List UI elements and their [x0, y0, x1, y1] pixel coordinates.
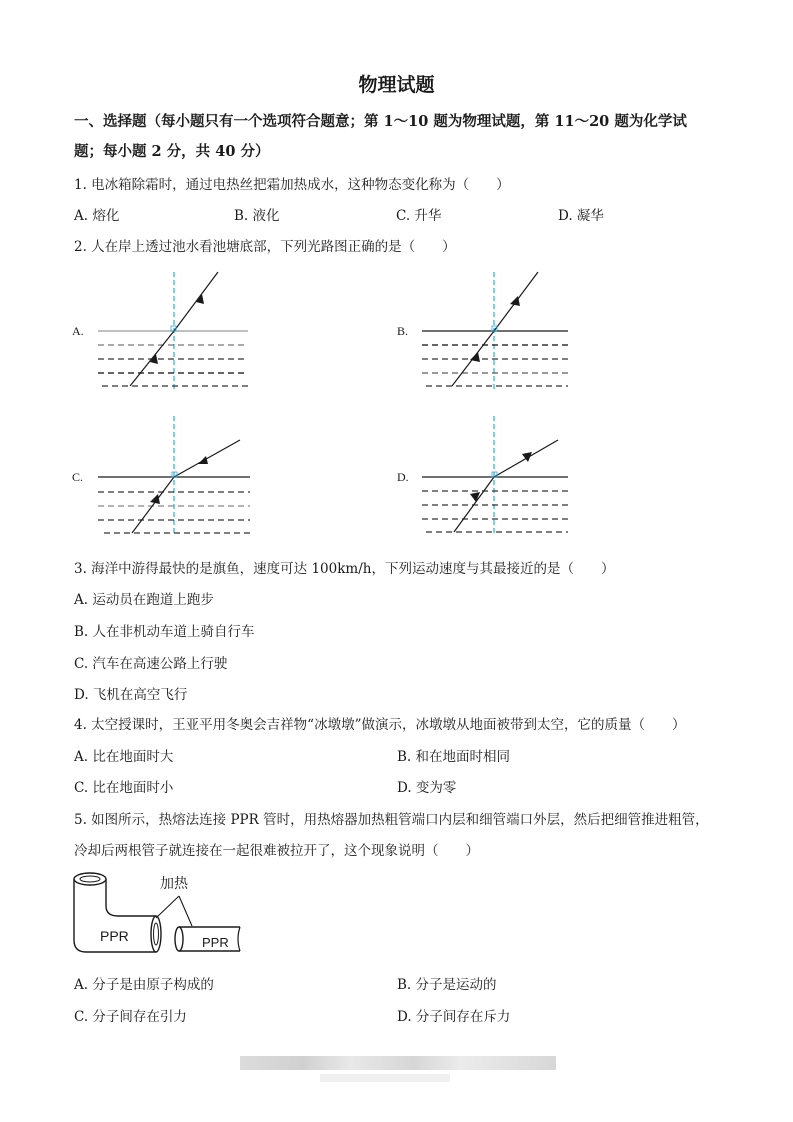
pipe2-opening	[175, 927, 183, 951]
diagram-a-label: A.	[72, 324, 84, 338]
diagram-b	[412, 268, 582, 393]
diagram-c	[90, 414, 260, 539]
pipe1-side-opening	[151, 916, 161, 952]
q3-option-b: B. 人在非机动车道上骑自行车	[74, 624, 255, 640]
q3-option-a: A. 运动员在跑道上跑步	[74, 592, 214, 608]
diagram-d	[412, 414, 582, 539]
diagram-b-label: B.	[397, 324, 409, 338]
pipe1-top-opening	[74, 873, 106, 885]
question-1-stem: 1. 电冰箱除霜时，通过电热丝把霜加热成水，这种物态变化称为（ ）	[74, 177, 510, 193]
diagram-a	[90, 268, 260, 393]
blurred-footer-watermark	[240, 1056, 556, 1070]
diagram-d-label: D.	[397, 470, 409, 484]
diagram-c-label: C.	[72, 470, 84, 484]
q3-option-d: D. 飞机在高空飞行	[74, 687, 188, 703]
page-title: 物理试题	[358, 74, 435, 96]
q4-option-a: A. 比在地面时大	[74, 749, 174, 765]
diagram-c-ray-air	[174, 440, 240, 477]
diagram-c-ray-water	[132, 477, 174, 533]
q5-option-c: C. 分子间存在引力	[74, 1009, 187, 1025]
section-heading-line1: 一、选择题（每小题只有一个选项符合题意；第 1～10 题为物理试题，第 11～20 题为化学试	[74, 113, 687, 130]
q1-option-b: B. 液化	[234, 208, 280, 224]
question-3-stem: 3. 海洋中游得最快的是旗鱼，速度可达 100km/h，下列运动速度与其最接近的是（ ）	[74, 561, 615, 577]
figure-heat-label: 加热	[160, 876, 188, 892]
q1-option-d: D. 凝华	[558, 208, 604, 224]
figure-pipe2-label: PPR	[202, 935, 229, 950]
q4-option-b: B. 和在地面时相同	[397, 749, 511, 765]
q4-option-c: C. 比在地面时小	[74, 780, 174, 796]
q5-option-d: D. 分子间存在斥力	[397, 1009, 511, 1025]
q1-option-c: C. 升华	[396, 208, 442, 224]
question-4-stem: 4. 太空授课时，王亚平用冬奥会吉祥物“冰墩墩”做演示，冰墩墩从地面被带到太空，它的质量（ ）	[74, 717, 686, 733]
blurred-footer-watermark-2	[320, 1074, 450, 1082]
question-5-stem-line1: 5. 如图所示，热熔法连接 PPR 管时，用热熔器加热粗管端口内层和细管端口外层，然后把细管推进粗管，	[74, 812, 709, 828]
q1-option-a: A. 熔化	[74, 208, 120, 224]
q3-option-c: C. 汽车在高速公路上行驶	[74, 656, 228, 672]
section-heading-line2: 题；每小题 2 分，共 40 分）	[74, 143, 270, 160]
q5-option-a: A. 分子是由原子构成的	[74, 977, 214, 993]
question-5-stem-line2: 冷却后两根管子就连接在一起很难被拉开了，这个现象说明（ ）	[74, 843, 479, 859]
diagram-a-ray-air	[174, 272, 218, 331]
question-2-stem: 2. 人在岸上透过池水看池塘底部，下列光路图正确的是（ ）	[74, 239, 456, 255]
q5-option-b: B. 分子是运动的	[397, 977, 497, 993]
q4-option-d: D. 变为零	[397, 780, 457, 796]
figure-pipe1-label: PPR	[100, 928, 129, 944]
diagram-a-ray-water	[130, 331, 174, 386]
